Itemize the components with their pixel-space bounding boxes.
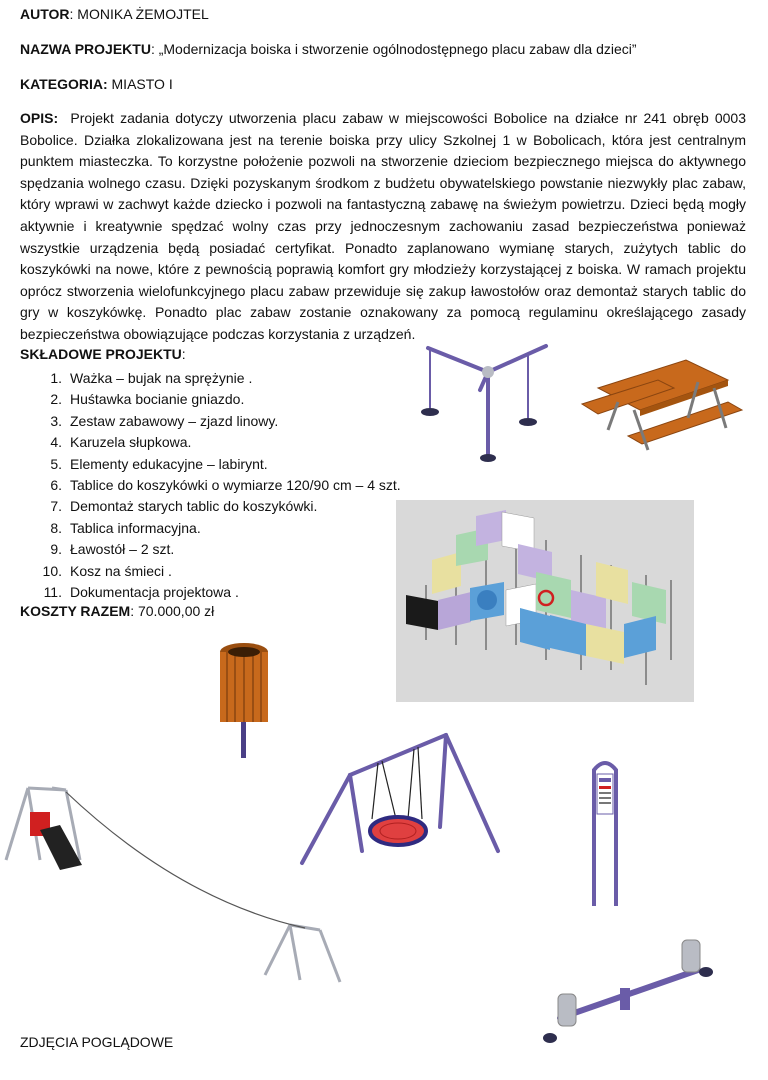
list-item-text: Ławostół – 2 szt.: [70, 541, 175, 558]
total-costs-line: [20, 603, 214, 619]
list-item: [30, 475, 401, 496]
list-item-number: 6.: [50, 476, 62, 493]
list-item-number: 1.: [50, 370, 62, 386]
list-item-text: Dokumentacja projektowa .: [70, 583, 239, 600]
carousel-image: [418, 340, 558, 465]
category-value: MIASTO I: [107, 76, 173, 92]
list-item-number: 4.: [50, 434, 62, 451]
description-text: Projekt zadania dotyczy utworzenia placu zabaw w miejscowości Bobolice na działce nr 241 obręb 0003 Bobolice. Działka zlokalizowana jest na terenie boiska przy ulicy Szkolnej 1 w Bobolicach, która jest centralnym punktem miasteczka. To korzystne położenie pozwoli na stworzenie dzieciom bezpiecznego miejsca do aktywnego spędzania wolnego czasu. Dzięki pozyskanym środkom z budżetu obywatelskiego powstanie niezwykły plac zabaw, który wprawi w zachwyt każde dziecko i pozwoli na fantastyczną zabawę na świeżym powietrzu. Dzieci będą mogły aktywnie i kreatywnie spędzać wolny czas przy jednoczesnym zachowaniu zasad bezpieczeństwa ponieważ wszystkie urządzenia będą posiadać certyfikat. Ponadto zaplanowano wymianę starych, zużytych tablic do koszykówki na nowe, które z pewnością poprawią komfort gry młodzieży korzystającej z boiska. W ramach projektu oprócz stworzenia wielofunkcyjnego placu zabaw przewiduje się zakup ławostołów oraz demontaż starych tablic do gry w koszykówkę. Ponadto plac zabaw zostanie oznakowany za pomocą regulaminu określającego zasady bezpieczeństwa obowiązujące podczas korzystania z urządzeń.: [20, 110, 746, 342]
list-item-number: 3.: [50, 412, 62, 429]
components-list: [30, 368, 401, 603]
list-item-text: Tablica informacyjna.: [70, 519, 201, 536]
info-board-image: [588, 756, 622, 908]
list-item-number: 5.: [50, 455, 62, 472]
list-item: [30, 561, 401, 582]
list-item-number: 7.: [50, 498, 62, 515]
project-name-line: [20, 41, 637, 57]
category-label: KATEGORIA:: [20, 76, 108, 92]
category-line: [20, 76, 173, 92]
list-item-text: Demontaż starych tablic do koszykówki.: [70, 498, 318, 515]
components-colon: :: [181, 346, 186, 362]
project-name-value: : „Modernizacja boiska i stworzenie ogólnodostępnego placu zabaw dla dzieci”: [150, 41, 637, 57]
list-item-number: 11.: [43, 583, 62, 600]
total-costs-label: KOSZTY RAZEM: [20, 603, 131, 619]
list-item: [30, 454, 401, 475]
list-item: [30, 539, 401, 560]
picnic-table-image: [578, 358, 744, 458]
photos-caption: ZDJĘCIA POGLĄDOWE: [20, 1034, 174, 1050]
list-item: [30, 582, 401, 603]
author-label: AUTOR: [20, 6, 70, 22]
list-item-text: Karuzela słupkowa.: [70, 434, 192, 451]
list-item-text: Kosz na śmieci .: [70, 562, 172, 579]
list-item-text: Zestaw zabawowy – zjazd linowy.: [70, 412, 279, 429]
description-label: OPIS:: [20, 110, 59, 126]
list-item-text: Ważka – bujak na sprężynie .: [70, 370, 253, 386]
nest-swing-image: [298, 727, 502, 867]
list-item-number: 9.: [50, 541, 62, 558]
list-item: [30, 389, 401, 410]
list-item-number: 10.: [42, 562, 62, 579]
list-item-number: 2.: [50, 391, 62, 408]
list-item: [30, 518, 401, 539]
list-item-number: 8.: [50, 519, 62, 536]
list-item-text: Elementy edukacyjne – labirynt.: [70, 455, 268, 472]
trash-bin-image: [214, 640, 274, 762]
components-label: SKŁADOWE PROJEKTU: [20, 346, 182, 362]
project-name-label: NAZWA PROJEKTU: [20, 41, 151, 57]
list-item: [30, 411, 401, 432]
author-value: : MONIKA ŻEMOJTEL: [69, 6, 209, 22]
maze-image: [396, 500, 694, 702]
list-item-text: Huśtawka bocianie gniazdo.: [70, 391, 245, 408]
author-line: [20, 6, 209, 22]
list-item-text: Tablice do koszykówki o wymiarze 120/90 cm – 4 szt.: [70, 476, 401, 493]
list-item: [30, 368, 401, 389]
seesaw-image: [530, 932, 720, 1048]
total-costs-value: : 70.000,00 zł: [130, 603, 215, 619]
list-item: [30, 496, 401, 517]
description-paragraph: [20, 108, 746, 346]
components-heading: [20, 346, 186, 362]
list-item: [30, 432, 401, 453]
